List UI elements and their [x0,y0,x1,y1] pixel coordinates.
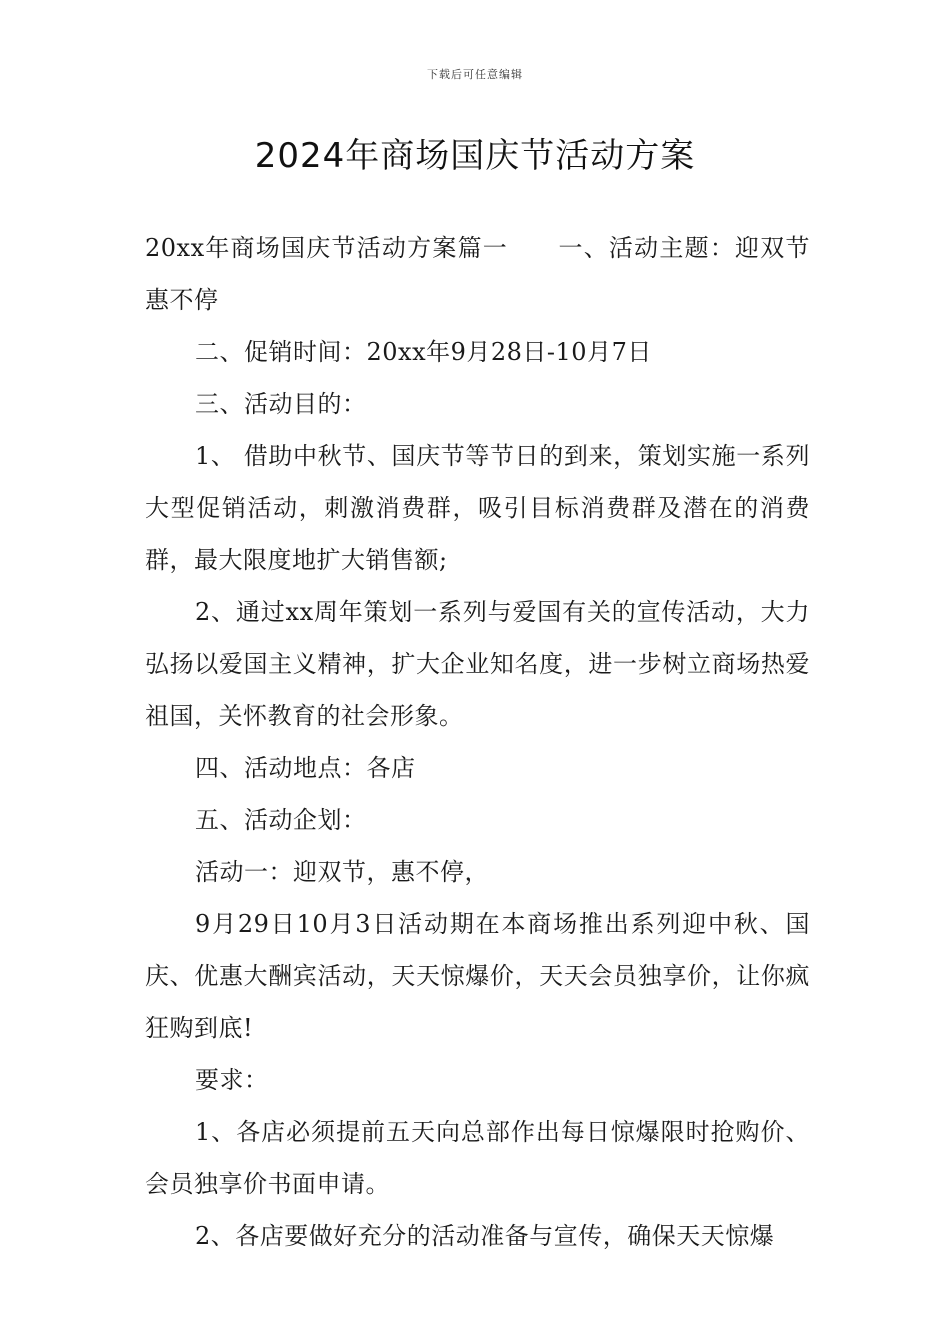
paragraph-requirements-heading: 要求： [195,1066,269,1094]
paragraph-requirement-2: 2、各店要做好充分的活动准备与宣传，确保天天惊爆 [195,1222,775,1250]
paragraph-purpose-2: 2、通过xx周年策划一系列与爱国有关的宣传活动，大力弘扬以爱国主义精神，扩大企业知名度，进一步树立商场热爱祖国，关怀教育的社会形象。 [145,598,810,730]
paragraph-requirement-1: 1、各店必须提前五天向总部作出每日惊爆限时抢购价、会员独享价书面申请。 [145,1118,810,1198]
page-title: 2024年商场国庆节活动方案 [254,136,696,176]
paragraph-intro: 20xx年商场国庆节活动方案篇一 一、活动主题：迎双节 惠不停 [145,234,810,314]
paragraph-purpose-1: 1、 借助中秋节、国庆节等节日的到来，策划实施一系列大型促销活动，刺激消费群，吸引目标消费群及潜在的消费群，最大限度地扩大销售额; [145,442,810,574]
document-body [145,222,810,1262]
paragraph-planning-heading: 五、活动企划： [195,806,367,834]
paragraph-activity-details: 9月29日10月3日活动期在本商场推出系列迎中秋、国庆、优惠大酬宾活动，天天惊爆价，天天会员独享价，让你疯狂购到底! [145,910,810,1042]
paragraph-activity-one: 活动一：迎双节，惠不停， [195,858,489,886]
header-note: 下载后可任意编辑 [427,68,523,81]
paragraph-purpose-heading: 三、活动目的： [195,390,367,418]
paragraph-promo-time: 二、促销时间：20xx年9月28日-10月7日 [195,338,652,366]
paragraph-location: 四、活动地点：各店 [195,754,416,782]
